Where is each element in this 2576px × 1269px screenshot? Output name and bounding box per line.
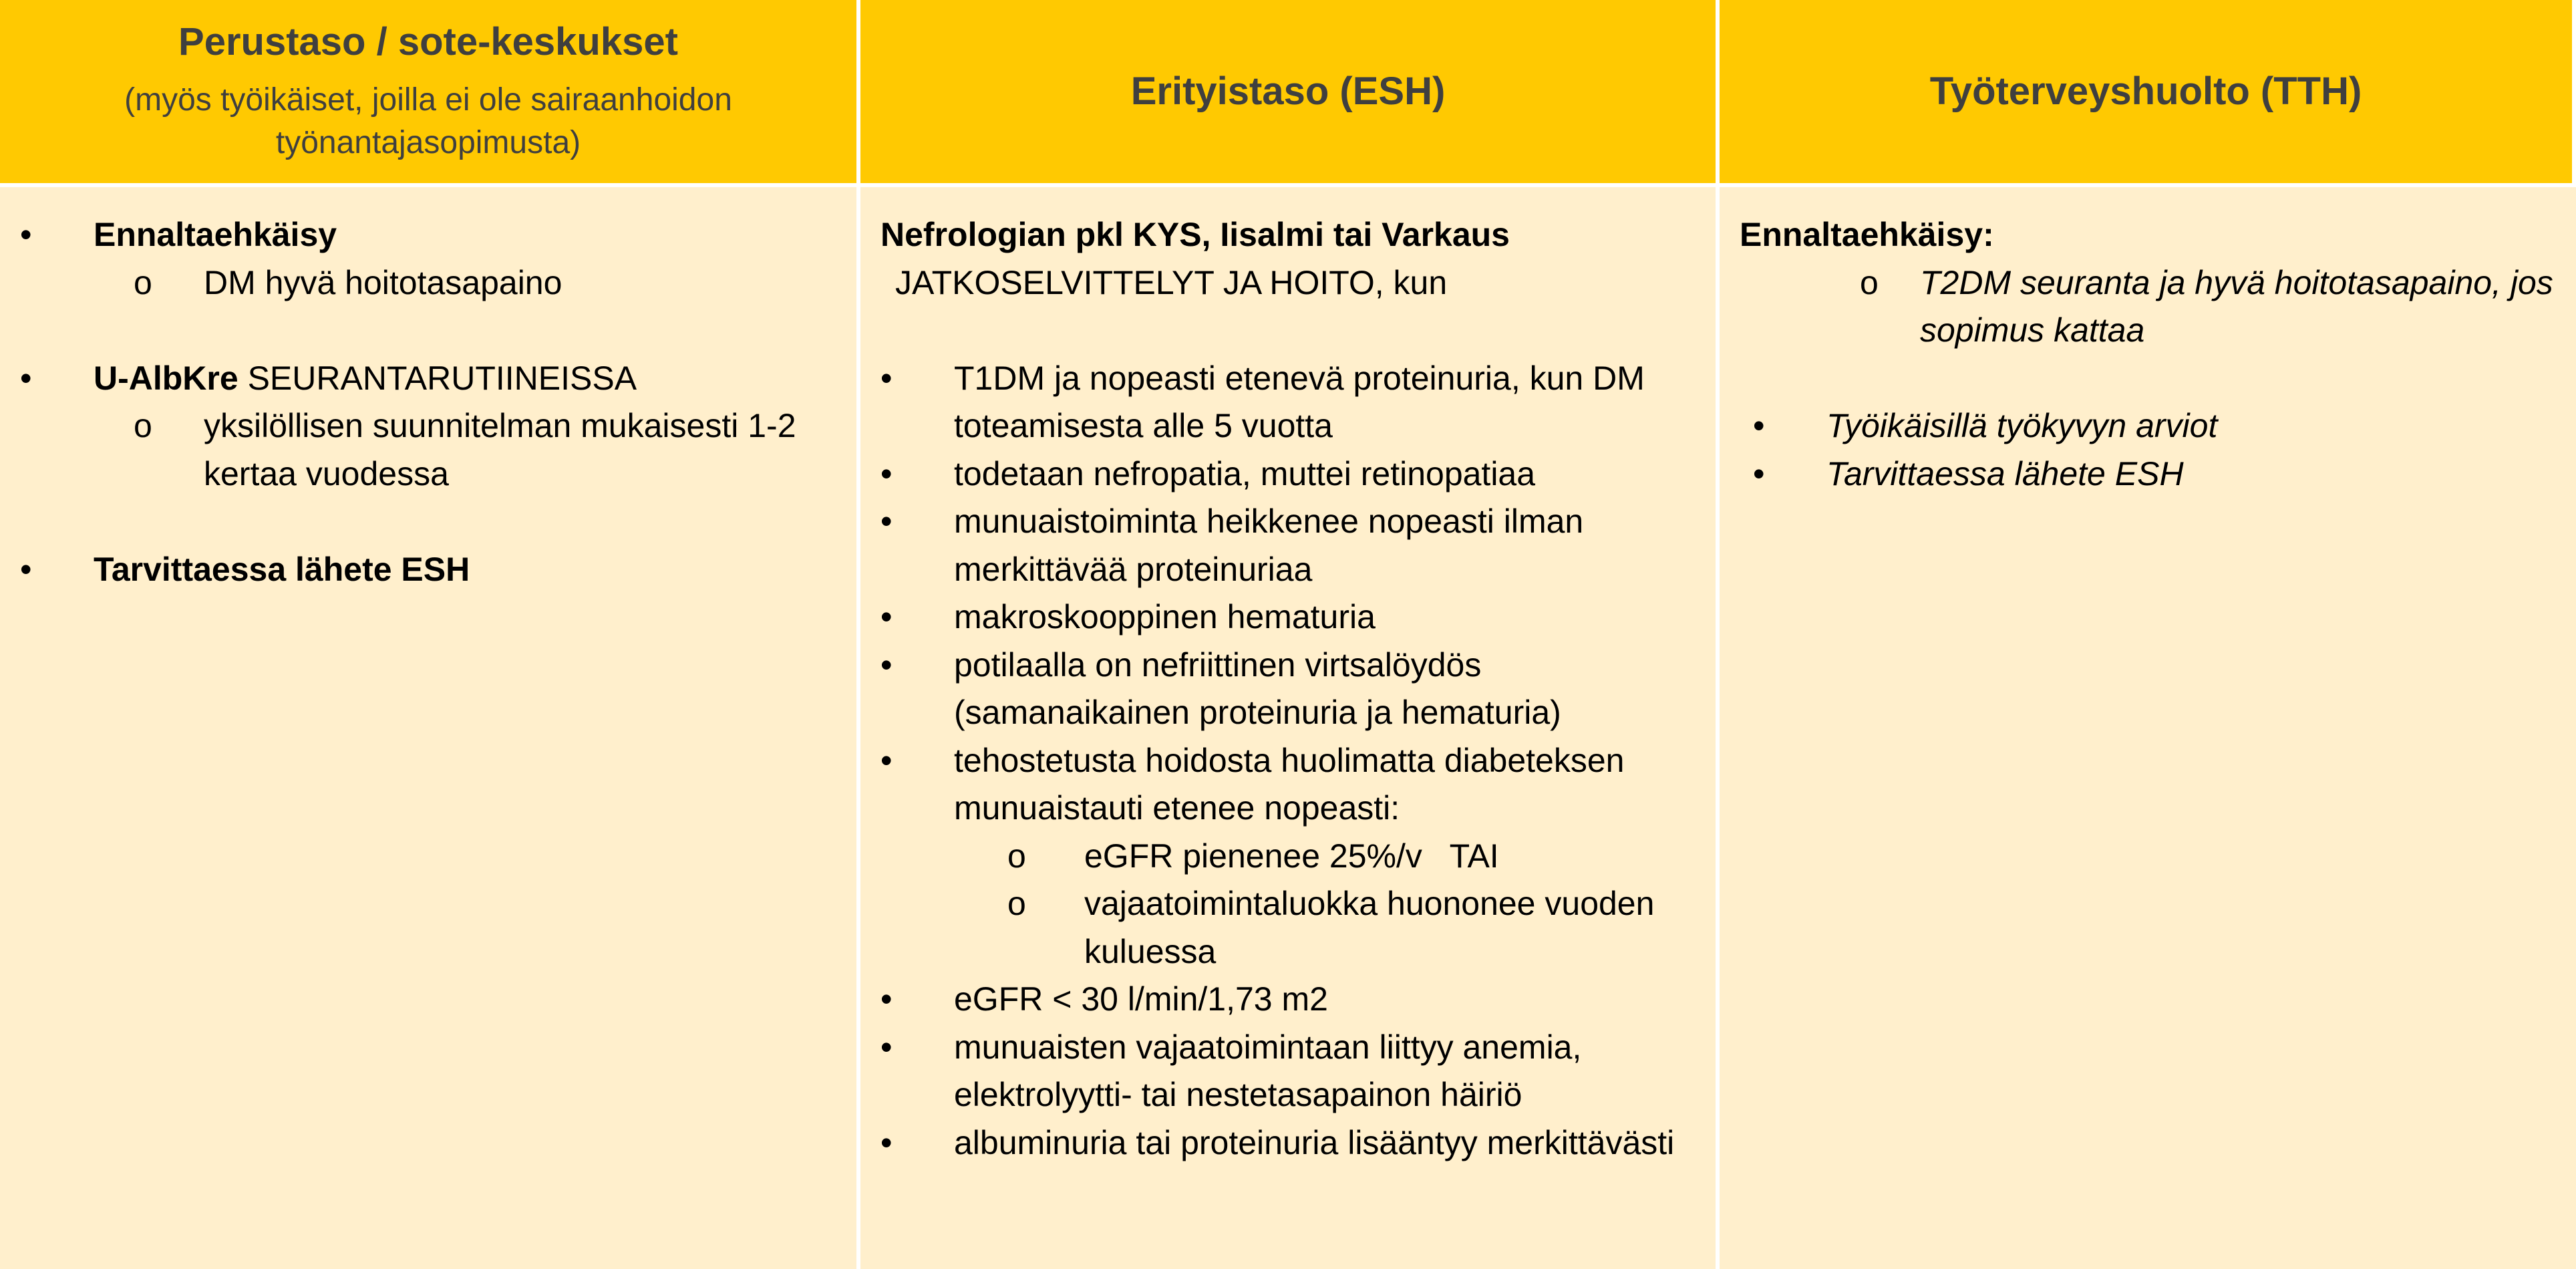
list-item-text: potilaalla on nefriittinen virtsalöydös (samanaikainen proteinuria ja hematuria) [954,646,1561,731]
bullet-marker: • [880,980,893,1018]
list-item-text: T1DM ja nopeasti etenevä proteinuria, kun DM toteamisesta alle 5 vuotta [954,359,1645,444]
bullet-marker: • [20,216,32,253]
list-item [880,976,1689,1024]
bullet-marker: • [880,646,893,684]
sub-list-item [20,402,836,498]
list-item [880,737,1689,833]
header-tyoterveyshuolto-title: Työterveyshuolto (TTH) [1929,69,2362,113]
list-item [880,642,1689,737]
list-item-text: SEURANTARUTIINEISSA [238,359,637,397]
list-item-text: todetaan nefropatia, muttei retinopatiaa [954,454,1536,492]
sub-list-item-text: eGFR pienenee 25%/v TAI [1084,837,1499,875]
header-tyoterveyshuolto [1720,0,2576,187]
list-item [880,1119,1689,1167]
bullet-marker: • [1753,454,1765,492]
list-item-text: Tarvittaessa lähete ESH [94,550,470,588]
header-erityistaso-title: Erityistaso (ESH) [1130,69,1446,113]
perustaso-content [0,187,860,1269]
sub-list-item-text: vajaatoimintaluokka huononee vuoden kuluessa [1084,885,1655,970]
bullet-marker: • [880,454,893,492]
list-item [880,1024,1689,1119]
list-item [1740,402,2556,450]
bullet-marker: • [880,1028,893,1066]
bullet-marker: • [880,598,893,636]
section-heading: Nefrologian pkl KYS, Iisalmi tai Varkaus [880,216,1510,253]
list-item-text: makroskooppinen hematuria [954,598,1376,636]
list-item [20,546,836,594]
list-item [880,355,1689,450]
bullet-marker: • [880,741,893,779]
sub-marker: o [1007,885,1026,922]
list-item [880,498,1689,593]
bullet-marker: • [20,359,32,397]
list-item [20,355,836,403]
list-item-text: Työikäisillä työkyvyn arviot [1826,407,2218,444]
tyoterveyshuolto-content [1720,187,2576,1269]
sub-list-item [880,880,1689,976]
header-perustaso [0,0,860,187]
header-perustaso-subtitle: (myös työikäiset, joilla ei ole sairaanhoidon työnantajasopimusta) [124,82,732,160]
sub-marker: o [134,263,152,301]
sub-marker: o [134,407,152,444]
sub-list-item-text: T2DM seuranta ja hyvä hoitotasapaino, jos sopimus kattaa [1920,263,2553,349]
list-item-text: Ennaltaehkäisy [94,216,337,253]
sub-list-item [880,833,1689,881]
bullet-marker: • [880,503,893,540]
bullet-marker: • [880,1123,893,1161]
bullet-marker: • [1753,407,1765,444]
bullet-marker: • [880,359,893,397]
list-item-text: eGFR < 30 l/min/1,73 m2 [954,980,1328,1018]
header-perustaso-title: Perustaso / sote-keskukset [178,20,678,63]
list-item [1740,450,2556,499]
sub-list-item-text: yksilöllisen suunnitelman mukaisesti 1-2 kertaa vuodessa [204,407,796,492]
sub-marker: o [1860,263,1879,301]
sub-list-item [1740,259,2556,355]
list-item [880,593,1689,642]
header-erityistaso [860,0,1720,187]
list-item-text: Tarvittaessa lähete ESH [1826,454,2184,492]
sub-marker: o [1007,837,1026,875]
sub-list-item [20,259,836,307]
list-item [20,211,836,259]
list-item-text: albuminuria tai proteinuria lisääntyy merkittävästi [954,1123,1675,1161]
list-item-text: tehostetusta hoidosta huolimatta diabeteksen munuaistauti etenee nopeasti: [954,741,1625,827]
list-item [880,450,1689,499]
list-item-text: munuaistoiminta heikkenee nopeasti ilman merkittävää proteinuriaa [954,503,1584,588]
section-heading: Ennaltaehkäisy: [1740,216,1994,253]
section-subheading: JATKOSELVITTELYT JA HOITO, kun [895,263,1448,301]
bullet-marker: • [20,550,32,588]
sub-list-item-text: DM hyvä hoitotasapaino [204,263,562,301]
list-item-text-bold: U-AlbKre [94,359,238,397]
erityistaso-content [860,187,1720,1269]
list-item-text: munuaisten vajaatoimintaan liittyy anemia, elektrolyytti- tai nestetasapainon häiriö [954,1028,1582,1113]
